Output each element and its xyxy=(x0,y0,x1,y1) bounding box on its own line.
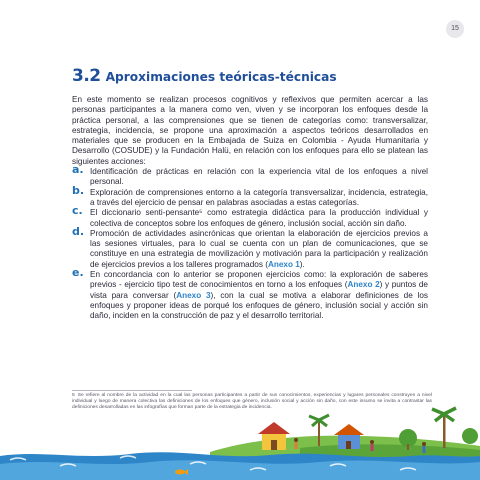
list-text: Promoción de actividades asincrónicas que orientan la elaboración de ejercicios previos a las sesiones virtuales, para lo cual se cuenta con un plan de comunicaciones, que se constituye en una estrategia de movilización y motivación para la participación y realización de ejercicios previos a los talleres programados ( xyxy=(90,228,428,269)
section-title: Aproximaciones teóricas-técnicas xyxy=(105,70,337,84)
list-text-end: ). xyxy=(299,259,305,269)
list-text: Identificación de prácticas en relación con la experiencia vital de los enfoques a nivel personal. xyxy=(90,167,428,187)
landscape-illustration xyxy=(0,400,480,480)
footnote-number: 5 xyxy=(72,393,75,398)
list-text-mid: ) y puntos de vista para conversar ( xyxy=(90,280,428,300)
house-blue xyxy=(334,424,364,449)
list-letter: c. xyxy=(72,204,83,218)
body-content xyxy=(72,95,428,322)
list-item-e xyxy=(72,266,428,321)
actions-list xyxy=(72,163,428,321)
list-text: Exploración de comprensiones entorno a la categoría transversalizar, incidencia, estrategia, a través del ejercicio de pensar en palabras asociadas a estas categorías. xyxy=(90,187,428,207)
list-text-end: ), con la cual se motiva a elaborar definiciones de los enfoques y proponer ideas de porqué los enfoques de género, inclusión social y acción sin daño, inciden en la construcción de paz y el desarrollo territorial. xyxy=(90,290,428,321)
footnote-text: Se refiere al nombre de la actividad en la cual las personas participantes a partir de sus conocimientos, experiencias y lugares personales construyen a nivel individual y luego de manera colectiva las definiciones de los enfoques que género, inclusión social y acción sin daño, con este insumo se invita a contrastar las definiciones desarrolladas en las infografías que forman parte de la estrategia de incidencia. xyxy=(72,393,432,411)
section-heading xyxy=(72,66,432,86)
river-light-wave xyxy=(0,460,480,480)
list-letter: e. xyxy=(72,266,84,280)
list-text: El diccionario senti-pensante⁵ como estrategia didáctica para la producción individual y colectiva de conceptos sobre los enfoques de género, inclusión social, acción sin daño. xyxy=(90,208,428,228)
intro-paragraph: En este momento se realizan procesos cognitivos y reflexivos que permiten acercar a las personas participantes a la manera como ven, viven y se incorporan los enfoques desde la práctica personal, a las comprensiones que se tienen de categorías como: transversalizar, estrategia, incidencia, se propone una aproximación a aspectos teóricos desarrollados en materiales que se producen en la Embajada de Suiza en Colombia - Ayuda Humanitaria y Desarrollo (COSUDE) y la Fundación Halü, en relación con los enfoques para ello se platean las siguientes acciones: xyxy=(72,95,428,166)
anexo-3-link[interactable]: Anexo 3 xyxy=(176,290,211,300)
list-item-d xyxy=(72,224,428,270)
list-text: En concordancia con lo anterior se proponen ejercicios como: la exploración de saberes previos - ejercicio tipo test de conocimientos en torno a los enfoques ( xyxy=(90,270,428,290)
anexo-1-link[interactable]: Anexo 1 xyxy=(267,259,300,269)
list-item-b xyxy=(72,183,428,209)
page-number: 15 xyxy=(446,20,464,38)
list-item-c xyxy=(72,204,428,229)
list-letter: a. xyxy=(72,163,84,177)
section-number: 3.2 xyxy=(72,66,101,86)
anexo-2-link[interactable]: Anexo 2 xyxy=(347,280,380,290)
list-item-a xyxy=(72,163,428,188)
house-yellow xyxy=(258,422,290,450)
footnote-divider xyxy=(72,390,192,391)
list-letter: d. xyxy=(72,224,85,238)
list-letter: b. xyxy=(72,183,85,197)
